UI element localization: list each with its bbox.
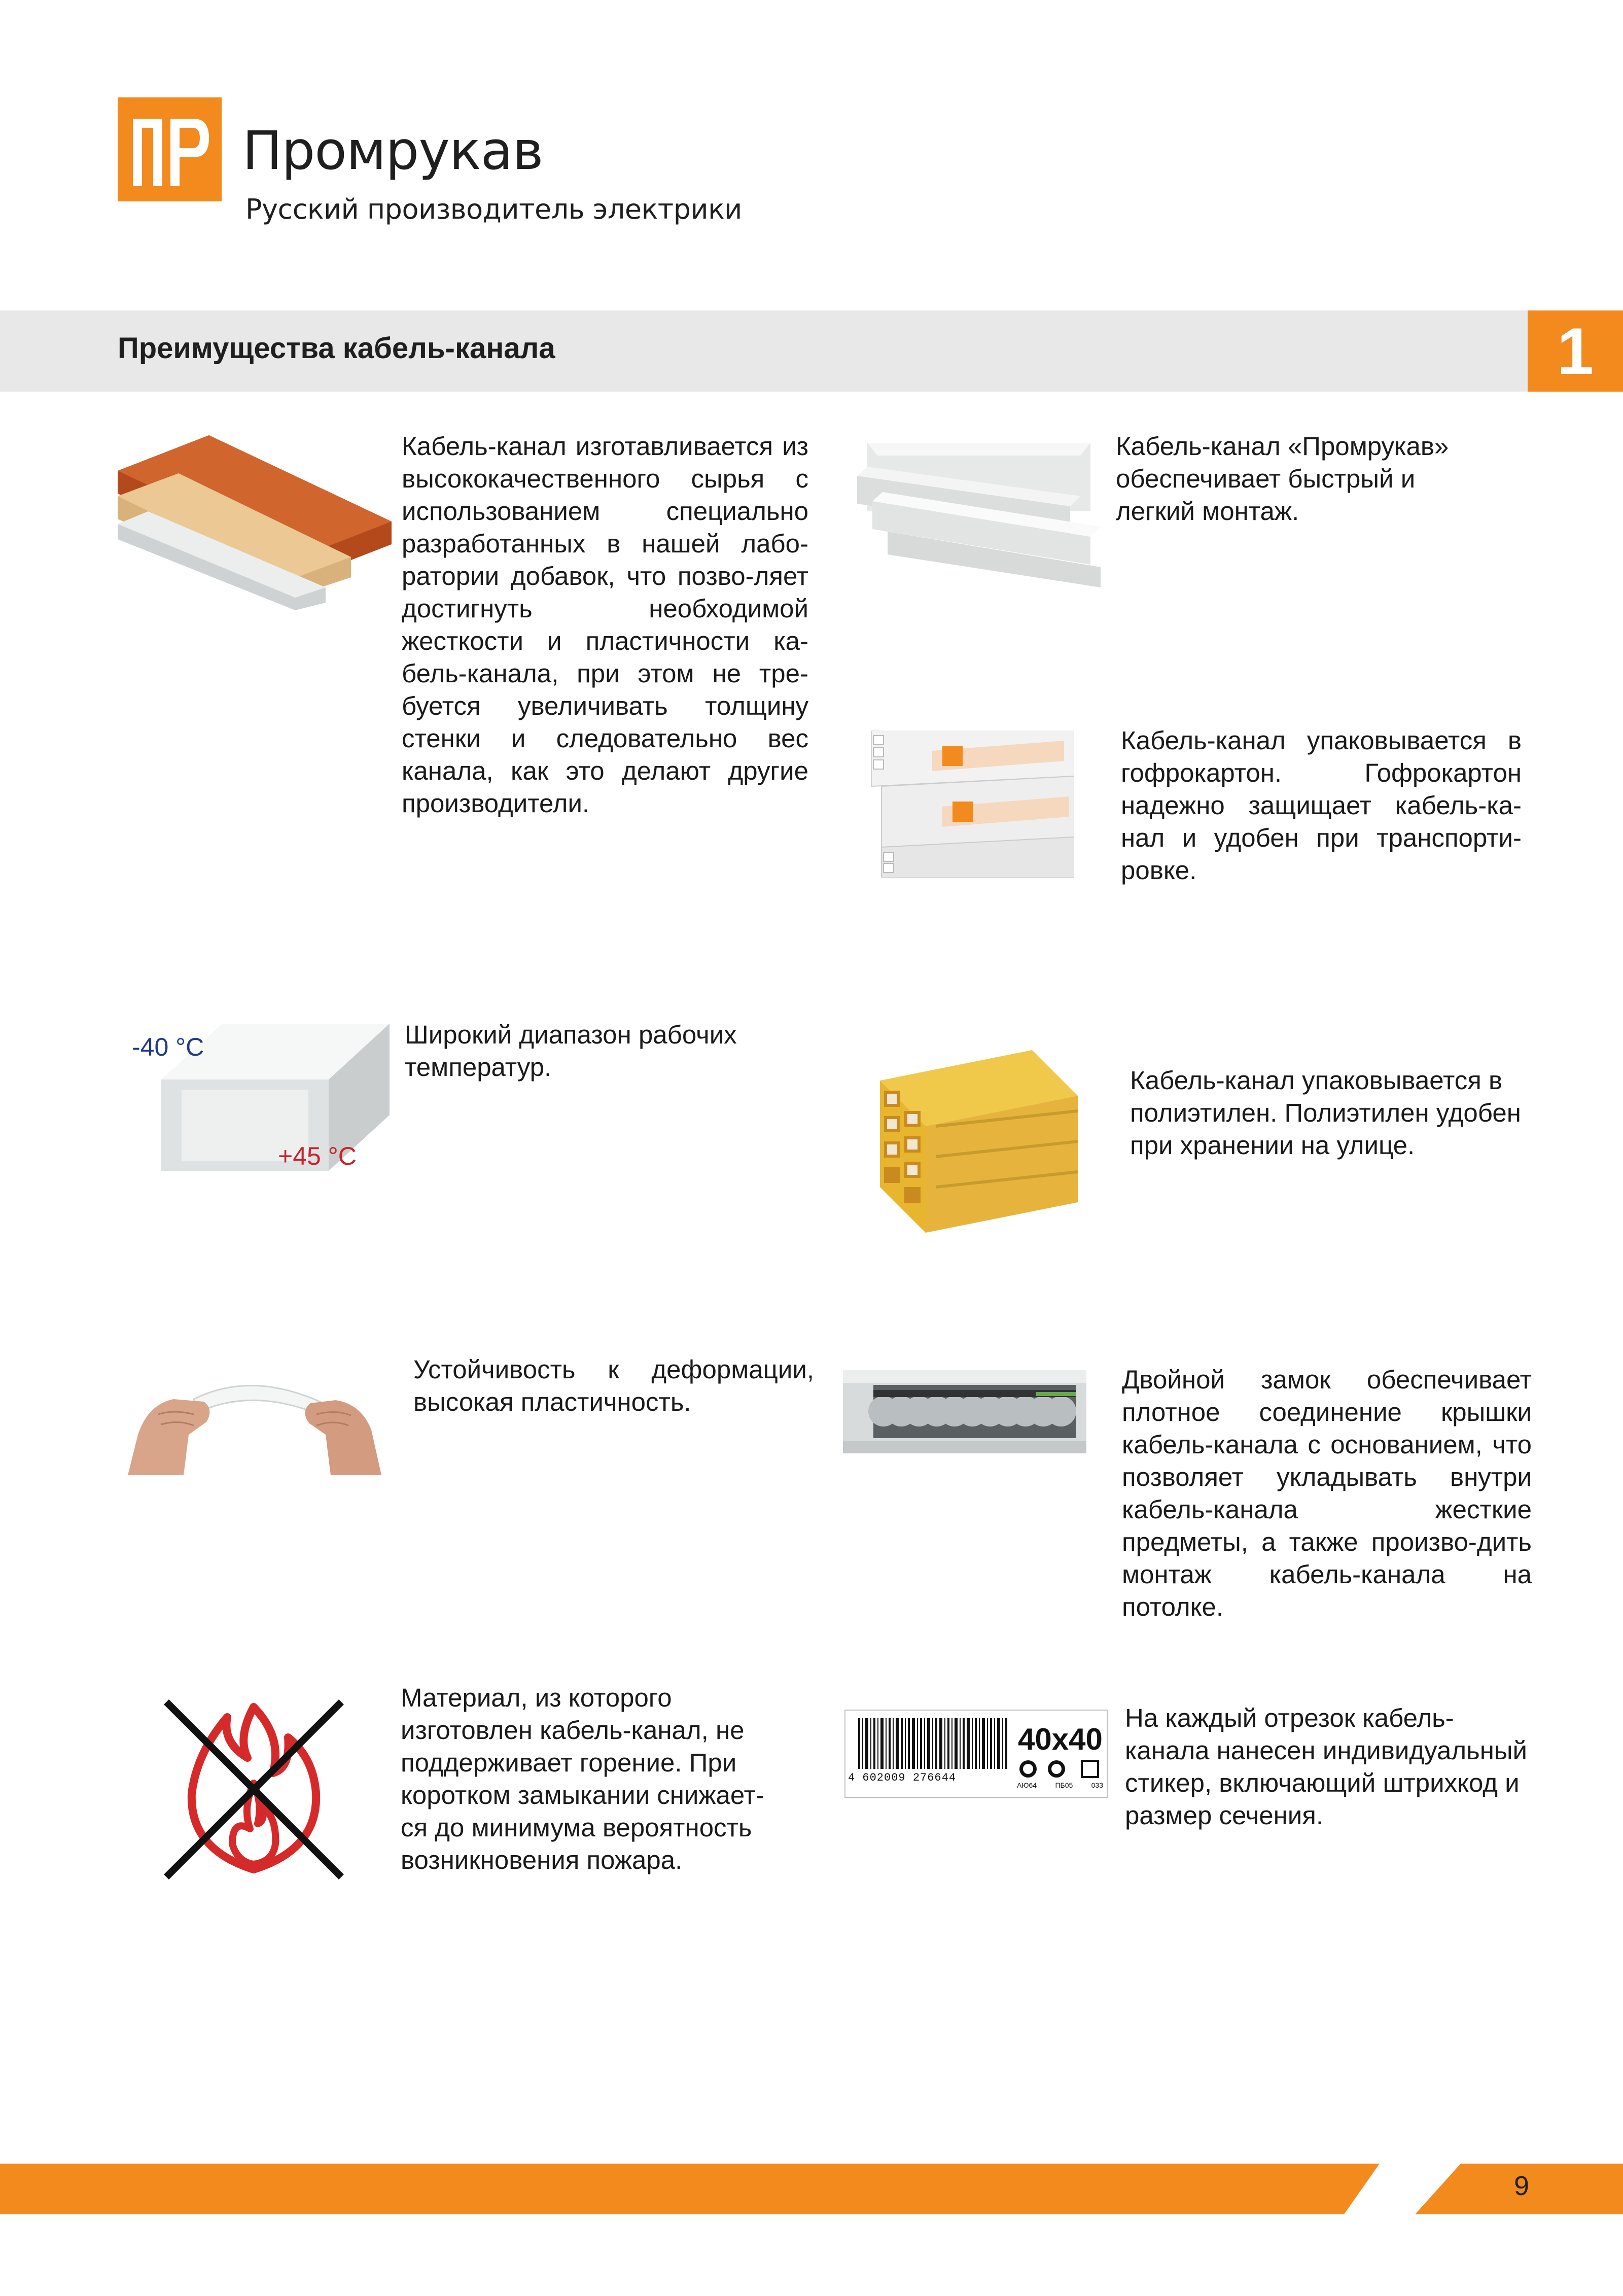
temperature-max-label: +45 °С xyxy=(278,1142,357,1170)
bending-hands-image xyxy=(118,1359,392,1475)
sticker-code: АЮ64 xyxy=(1017,1781,1037,1789)
feature-text-cardboard: Кабель-канал упаковывается в гофрокартон. Гофрокартон надежно защищает кабель-ка-нал и удобен при транспорти-ровке. xyxy=(1121,726,1522,885)
brand-tagline: Русский производитель электрики xyxy=(245,193,742,225)
sticker-code: ПБ05 xyxy=(1055,1781,1073,1789)
polyethylene-packaging-image xyxy=(880,1050,1078,1233)
page-number: 9 xyxy=(1514,2171,1530,2201)
feature-text-sticker: На каждый отрезок кабель-канала нанесен индивидуальный стикер, включающий штрихкод и размер сечения. xyxy=(1125,1703,1528,1830)
double-lock-image xyxy=(843,1370,1086,1453)
sticker-code: 033 xyxy=(1091,1781,1103,1789)
wood-finish-cable-channels-image xyxy=(118,435,392,610)
feature-text-quality: Кабель-канал изготавливается из высококачественного сырья с использованием специально разработанных в нашей лабо-ратории добавок, что позво-ляет достигнуть необходимой жесткости и пластичности ка-бель-канала, при этом не тре-буется увеличивать толщину стенки и следовательно вес канала, как это делают другие производители. xyxy=(402,432,808,818)
temperature-min-label: -40 °С xyxy=(132,1033,204,1061)
feature-text-double-lock: Двойной замок обеспечивает плотное соединение крышки кабель-канала с основанием, что позволяет укладывать внутри кабель-канала жесткие предметы, а также произво-дить монтаж кабель-канала на потолке. xyxy=(1122,1365,1532,1621)
feature-text-fire: Материал, из которого изготовлен кабель-канал, не поддерживает горение. При коротком замыкании снижает-ся до минимума вероятность возникновения пожара. xyxy=(401,1683,764,1874)
feature-text-installation: Кабель-канал «Промрукав» обеспечивает быстрый и легкий монтаж. xyxy=(1116,432,1449,526)
footer-bar xyxy=(0,2164,1623,2214)
barcode-digits: 4 602009 276644 xyxy=(848,1771,957,1784)
brand-logo-mark xyxy=(118,97,222,201)
section-number: 1 xyxy=(1528,310,1623,392)
feature-text-deformation: Устойчивость к деформации, высокая пластичность. xyxy=(413,1355,814,1416)
feature-text-temperature: Широкий диапазон рабочих температур. xyxy=(405,1020,737,1082)
cardboard-packaging-image xyxy=(871,730,1074,878)
certification-marks xyxy=(1017,1759,1103,1794)
section-title: Преимущества кабель-канала xyxy=(118,332,555,365)
brand-name: Промрукав xyxy=(242,120,543,182)
sticker-size: 40x40 xyxy=(1018,1722,1103,1756)
feature-text-polyethylene: Кабель-канал упаковывается в полиэтилен. Полиэтилен удобен при хранении на улице. xyxy=(1130,1066,1521,1160)
no-fire-icon xyxy=(161,1697,346,1882)
white-cable-channels-image xyxy=(857,435,1101,587)
barcode-sticker-image xyxy=(844,1710,1108,1798)
